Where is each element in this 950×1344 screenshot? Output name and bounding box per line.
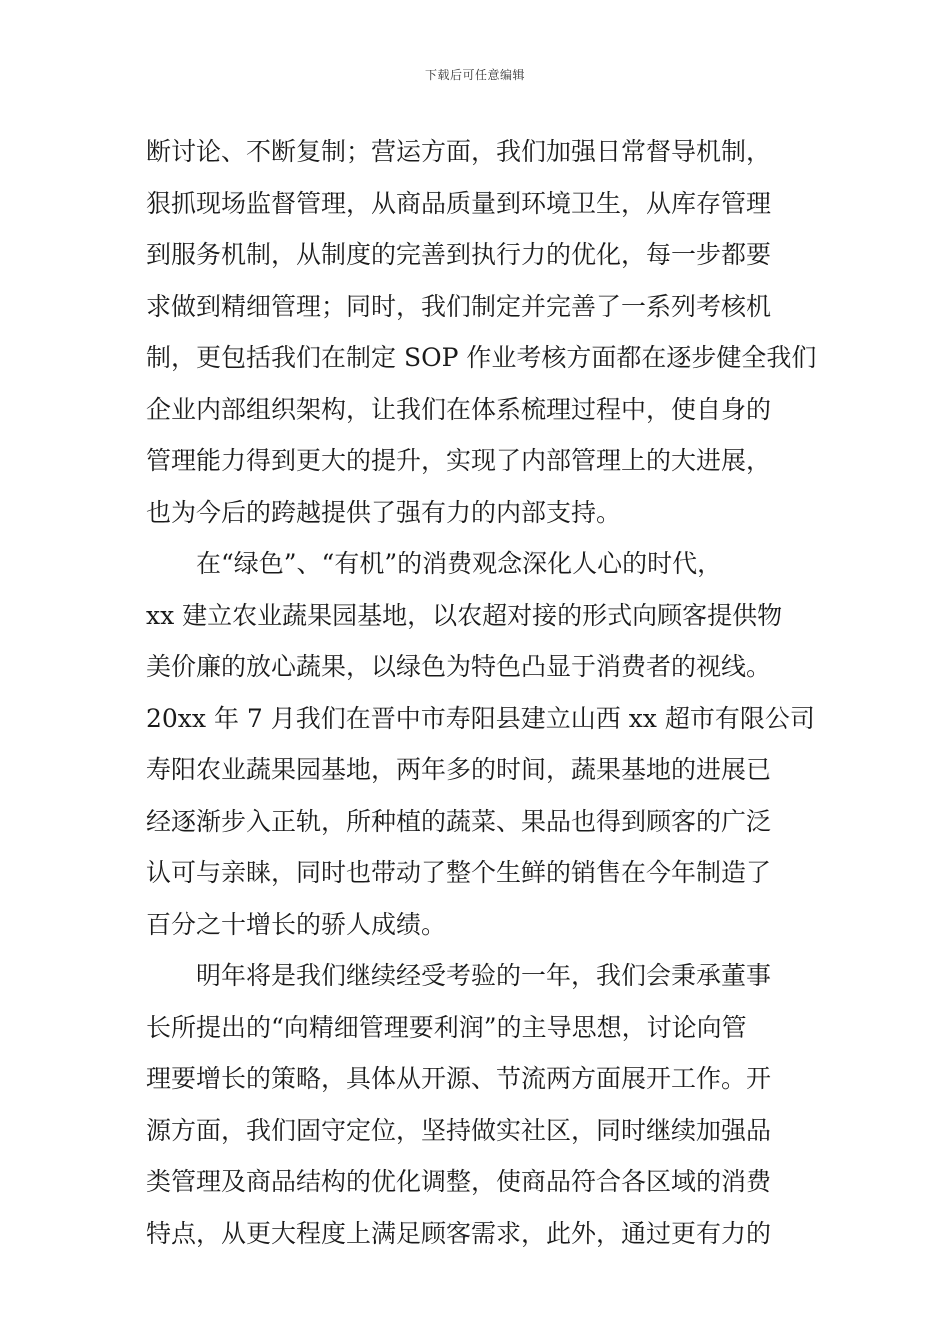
text-line: 寿阳农业蔬果园基地，两年多的时间，蔬果基地的进展已 [146,755,772,784]
text-line: 求做到精细管理；同时，我们制定并完善了一系列考核机 [146,291,772,321]
text-line: 美价廉的放心蔬果，以绿色为特色凸显于消费者的视线。 [146,652,772,681]
text-line: 长所提出的“向精细管理要利润”的主导思想，讨论向管 [146,1012,747,1042]
text-line: 到服务机制，从制度的完善到执行力的优化，每一步都要 [146,240,772,269]
text-line: 类管理及商品结构的优化调整，使商品符合各区域的消费 [146,1167,772,1196]
text-line: 制，更包括我们在制定 SOP 作业考核方面都在逐步健全我们 [146,343,817,372]
text-line: 狠抓现场监督管理，从商品质量到环境卫生，从库存管理 [146,188,772,218]
text-line: 企业内部组织架构，让我们在体系梳理过程中，使自身的 [146,394,772,424]
paragraph-start-line: 明年将是我们继续经受考验的一年，我们会秉承董事 [146,961,772,990]
text-line: 百分之十增长的骄人成绩。 [146,909,447,939]
document-body [146,126,826,1259]
text-line: 源方面，我们固守定位，坚持做实社区，同时继续加强品 [146,1115,772,1145]
page-header-note: 下载后可任意编辑 [424,68,525,82]
text-line: 也为今后的跨越提供了强有力的内部支持。 [146,497,622,527]
text-line: 20xx 年 7 月我们在晋中市寿阳县建立山西 xx 超市有限公司 [146,703,815,733]
text-line: 管理能力得到更大的提升，实现了内部管理上的大进展， [146,446,772,475]
text-line: 断讨论、不断复制；营运方面，我们加强日常督导机制， [146,137,772,166]
text-line: xx 建立农业蔬果园基地，以农超对接的形式向顾客提供物 [146,600,783,630]
text-line: 理要增长的策略，具体从开源、节流两方面展开工作。开 [146,1064,772,1093]
text-line: 经逐渐步入正轨，所种植的蔬菜、果品也得到顾客的广泛 [146,806,772,836]
text-line: 特点，从更大程度上满足顾客需求，此外，通过更有力的 [146,1218,772,1248]
text-line: 认可与亲睐，同时也带动了整个生鲜的销售在今年制造了 [146,858,772,887]
paragraph-start-line: 在“绿色”、“有机”的消费观念深化人心的时代， [146,549,723,578]
